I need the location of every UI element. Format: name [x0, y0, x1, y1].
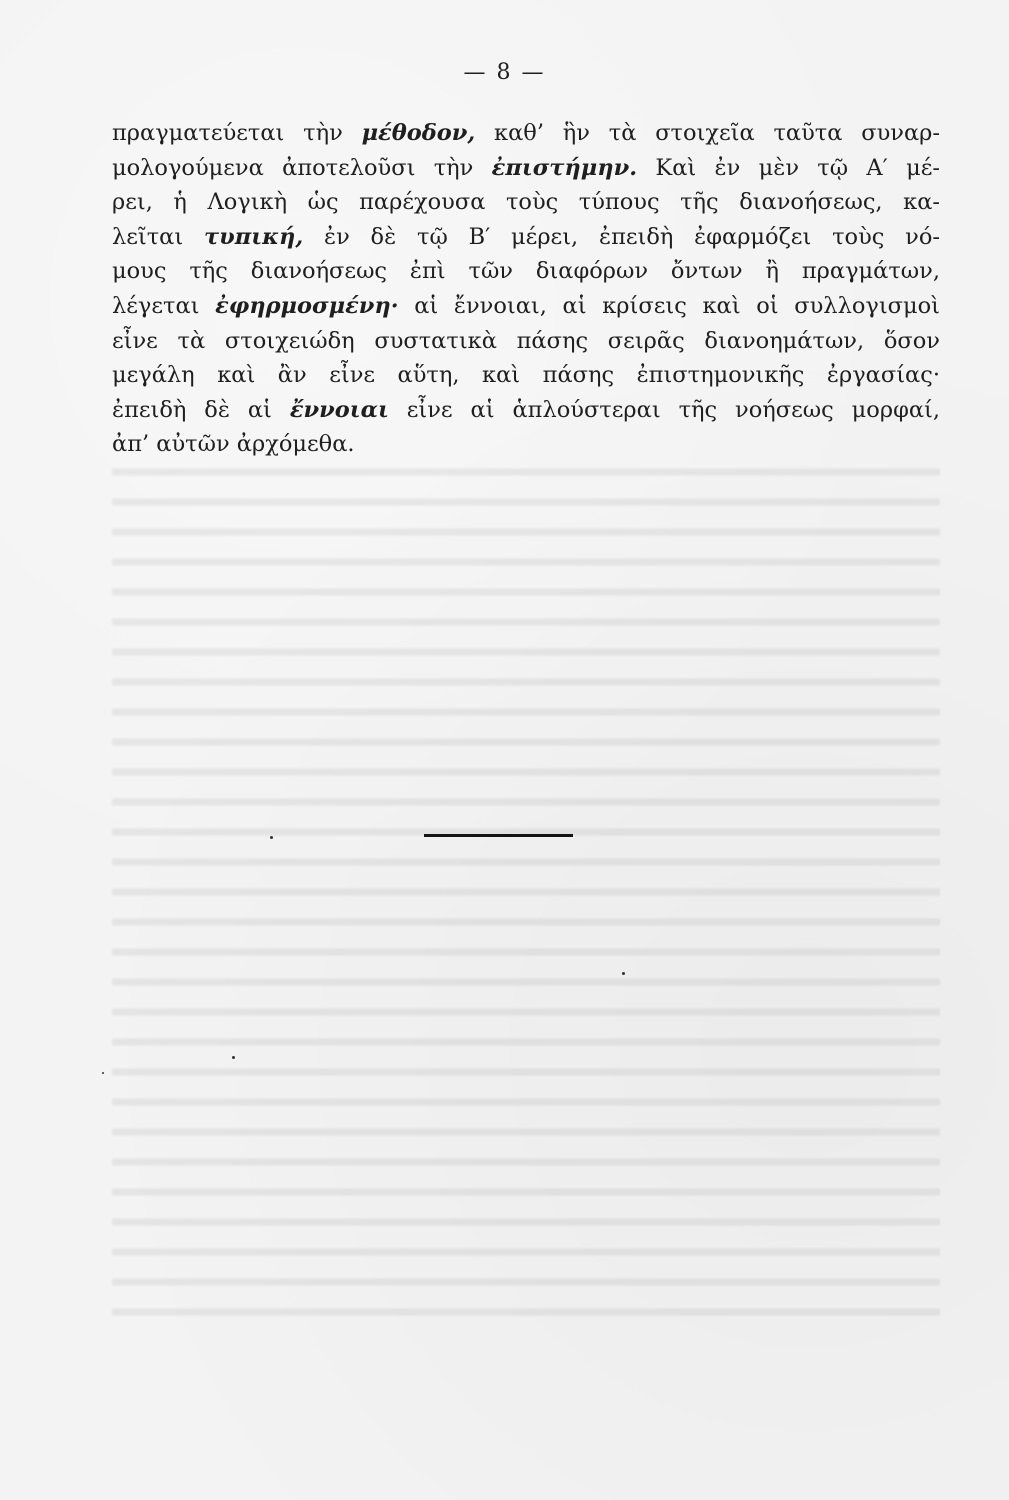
text-run: Καὶ ἐν μὲν τῷ Α′ μέ- — [637, 154, 940, 181]
section-divider-rule — [424, 834, 573, 837]
text-line-5 — [112, 254, 940, 289]
show-through-texture — [112, 450, 940, 1330]
text-line-7 — [112, 324, 940, 359]
text-line-9 — [112, 393, 940, 428]
text-line-4 — [112, 220, 940, 255]
text-line-8 — [112, 358, 940, 393]
page-number: — 8 — — [463, 60, 546, 85]
paper-speck — [270, 836, 273, 839]
text-line-1 — [112, 116, 940, 151]
text-run: ἐν δὲ τῷ Β′ μέρει, ἐπειδὴ ἐφαρμόζει τοὺς νό- — [303, 223, 940, 250]
emphasis-ennoiai: ἔννοιαι — [289, 396, 389, 423]
text-line-10 — [112, 427, 940, 462]
paper-speck — [232, 1056, 235, 1059]
text-run: μεγάλη καὶ ἂν εἶνε αὕτη, καὶ πάσης ἐπιστημονικῆς ἐργασίας· — [112, 362, 940, 389]
text-run: καθ’ ἣν τὰ στοιχεῖα ταῦτα συναρ- — [475, 120, 940, 146]
text-run: ἐπειδὴ δὲ αἱ — [112, 396, 290, 423]
text-line-3 — [112, 185, 940, 220]
text-run: λεῖται — [112, 223, 205, 250]
text-run: μους τῆς διανοήσεως ἐπὶ τῶν διαφόρων ὄντων ἢ πραγμάτων, — [112, 258, 940, 285]
text-run: ρει, ἡ Λογικὴ ὡς παρέχουσα τοὺς τύπους τῆς διανοήσεως, κα- — [112, 189, 940, 216]
text-run: μολογούμενα ἀποτελοῦσι τὴν — [112, 154, 492, 181]
text-run: λέγεται — [112, 292, 216, 319]
paper-speck — [622, 972, 625, 975]
text-run: εἶνε τὰ στοιχειώδη συστατικὰ πάσης σειρᾶς διανοημάτων, ὅσον — [112, 327, 940, 354]
emphasis-epharmosmene: ἐφηρμοσμένη· — [215, 292, 399, 319]
paper-speck — [102, 1072, 104, 1074]
text-line-2 — [112, 151, 940, 186]
text-run: εἶνε αἱ ἁπλούστεραι τῆς νοήσεως μορφαί, — [388, 396, 940, 423]
text-run: ἀπ’ αὐτῶν ἀρχόμεθα. — [112, 431, 355, 458]
text-run: αἱ ἔννοιαι, αἱ κρίσεις καὶ οἱ συλλογισμοὶ — [398, 292, 940, 319]
text-run: πραγματεύεται τὴν — [112, 120, 362, 146]
emphasis-methodon: μέθοδον, — [361, 120, 476, 146]
emphasis-typike: τυπική, — [204, 223, 304, 250]
emphasis-episteme: ἐπιστήμην. — [491, 154, 638, 181]
body-paragraph — [112, 116, 940, 462]
text-line-6 — [112, 289, 940, 324]
